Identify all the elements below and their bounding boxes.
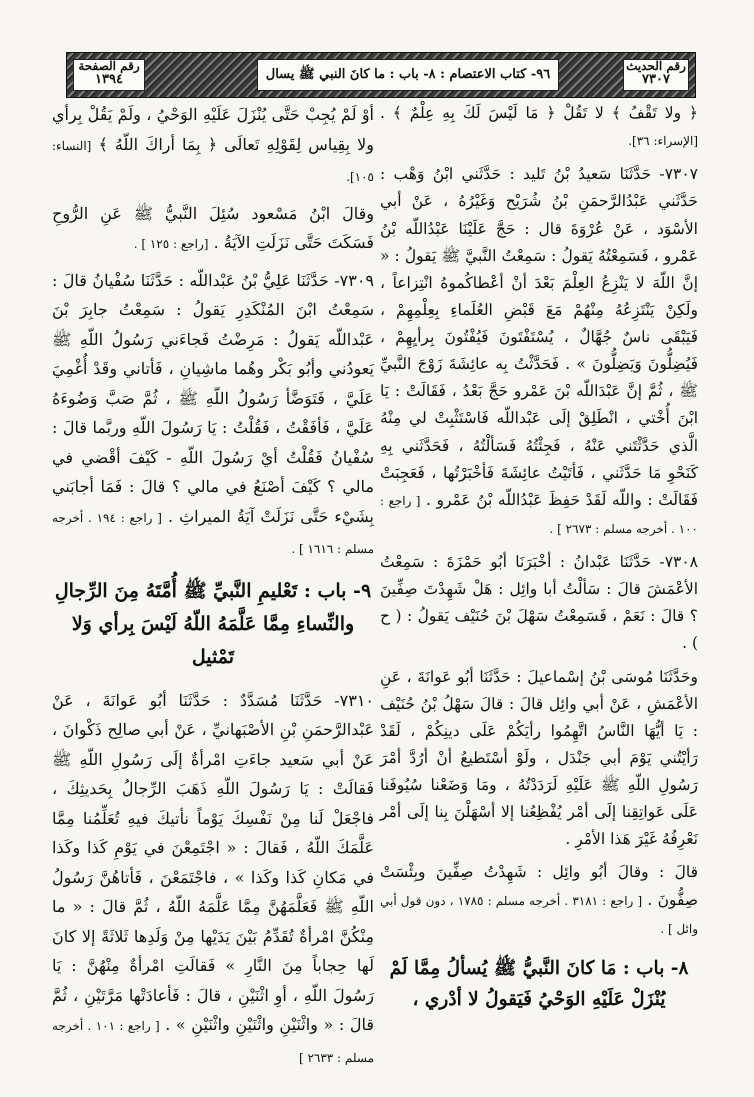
quran-verse: ﴿ ولا تَقْفُ ﴾ لا تَقُلْ ﴿ مَا لَيْسَ لَكَ بِهِ عِلْمٌ ﴾ . [الإسراء: ٣٦]. — [380, 104, 698, 149]
hadith-7307-reference: [ راجع : ١٠٠ . أخرجه مسلم : ٢٦٧٣ ] . — [380, 493, 698, 536]
hadith-7308: ٧٣٠٨- حَدَّثَنَا عَبْدانُ : أخْبَرَنَا أبُو حَمْزَةَ : سَمِعْتُ الأعْمَشَ قالَ : سَألْتُ أبا وائِل : هَلْ شَهِدْتَ صِفِّينَ ؟ قالَ : نَعَمْ ، فَسَمِعْتُ سَهْلَ بْنَ حُنَيْف يَقولُ : ( ح ) . — [380, 553, 698, 653]
chapter-8-continuation: أوْ لَمْ يُجِبْ حَتَّى يُنْزَلَ عَلَيْهِ الوَحْيُ ، ولَمْ يَقُلْ بِرأي ولا بِقِياس لِقَوْلِهِ تَعالَى ﴿ بِمَا أراكَ اللّهُ ﴾ [النساء: ١٠٥]. — [52, 105, 375, 184]
hadith-7307: ٧٣٠٧- حَدَّثَنَا سَعيدُ بْنُ تَليد : حَدَّثَني ابْنُ وَهْب : حَدَّثَني عَبْدُالرَّحمَنِ بْنُ شُرَيْح وَغَيْرُهُ ، عَنْ أبي الأسْوَد ، عَنْ عُرْوَةَ قال : حَجَّ عَلَيْنَا عَبْدُاللّه بْنُ عَمْرو ، فَسَمِعْتُهُ يَقولُ : سَمِعْتُ النَّبيَّ ﷺ يَقولُ : « إنَّ اللّهَ لا يَنْزِعُ العِلْمَ بَعْدَ أنْ أعْطاكُموهُ انْتِزاعاً ، ولَكِنْ يَنْتَزِعُهُ مِنْهُمْ مَعَ قَبْضِ العُلَماءِ بِعِلْمِهِمْ ، فَيَبْقَى ناسٌ جُهَّالٌ ، يُسْتَفْتَونَ فَيُفْتُونَ بِرأيِهِمْ ، فَيُضِلُّونَ وَيَضِلُّونَ » . فَحَدَّثْتُ بِه عائِشَةَ زَوْجَ النَّبيِّ ﷺ ، ثُمَّ إنَّ عَبْدَاللّه بْنَ عَمْرو حَجَّ بَعْدُ ، فَقَالَتْ : يَا ابْنَ أُخْتي ، انْطَلِقْ إلَى عَبْداللّه فَاسْتَثْبِتْ لي مِنْهُ الَّذي حَدَّثْتَني عَنْهُ ، فَجِئْتُهُ فَسَألْتُهُ ، فَحَدَّثَني بِهِ كَنَحْوِ مَا حَدَّثَني ، فَأتَيْتُ عائِشَةَ فَأخْبَرْتُها ، فَعَجِبَتْ فَقَالَتْ : واللّه لَقَدْ حَفِظَ عَبْدُاللّه بْنُ عَمْرو . [ راجع : ١٠٠ . أخرجه مسلم : ٢٦٧٣ ] . — [380, 165, 698, 536]
hadith-7308-abu-wail: قالَ : وقالَ أبُو وائِل : شَهِدْتُ صِفِّينَ وبِئْسَتْ صِفُّونَ . [ راجع : ٣١٨١ . أخرجه مسلم : ١٧٨٥ ، دون قول أبي وائل ] . — [380, 863, 698, 936]
hadith-number: ٧٣٠٧ — [642, 72, 670, 87]
ibn-masud-reference: [راجع : ١٢٥ ] . — [133, 237, 209, 251]
hadith-7309-reference: [ راجع : ١٩٤ . أخرجه مسلم : ١٦١٦ ] . — [52, 510, 374, 556]
hadith-7309: ٧٣٠٩- حَدَّثَنَا عَلِيُّ بْنُ عَبْداللّه : حَدَّثَنَا سُفْيانُ قالَ : سَمِعْتُ ابْنَ المُنْكَدِرِ يَقولُ : سَمِعْتُ جابِرَ بْنَ عَبْداللّه يَقولُ : مَرِضْتُ فَجاءَني رَسُولُ اللّهِ ﷺ يَعودُني وأبُو بَكْر وهُما ماشِيانِ ، فَأتاني وقَدْ أُغْمِيَ عَلَيَّ ، فَتَوَضَّأ رَسُولُ اللّهِ ﷺ ، ثُمَّ صَبَّ وَضُوءَهُ عَلَيَّ ، فَأفَقْتُ ، فَقُلْتُ : يَا رَسُولَ اللّهِ وربَّما قالَ : سُفْيانُ فَقُلْتُ أيْ رَسُولَ اللّهِ - كَيْفَ أقْضي في مالي ؟ كَيْفَ أصْنَعُ في مالي ؟ قالَ : فَمَا أجابَني بِشَيْء حَتَّى نَزَلَتْ آيَةُ الميراثِ . [ راجع : ١٩٤ . أخرجه مسلم : ١٦١٦ ] . — [52, 270, 374, 556]
ibn-masud-report: وقالَ ابْنُ مَسْعود سُئِلَ النَّبيُّ ﷺ عَنِ الرُّوحِ فَسَكَتَ حَتَّى نَزَلَتِ الآيَةُ . [راجع : ١٢٥ ] . — [52, 203, 374, 252]
hadith-7308-second-chain: وحَدَّثَنَا مُوسَى بْنُ إسْماعيلَ : حَدَّثَنَا أبُو عَوانَةَ ، عَنِ الأعْمَشِ ، عَنْ أبي وائِل قالَ : قالَ سَهْلُ بْنُ حُنَيْف : يَا أيُّهَا النَّاسُ اتَّهِمُوا رأيَكُمْ عَلَى دينِكُمْ ، لَقَدْ رَأيْتُني يَوْمَ أبي جَنْدَل ، ولَوْ أسْتَطيعُ أنْ أرُدَّ أمْرَ رَسُولِ اللّهِ ﷺ عَلَيْهِ لَرَدَدْتُهُ ، ومَا وَضَعْنا سُيُوفَنا عَلَى عَواتِقِنا إلَى أمْر يُفْظِعُنا إلا أسْهَلْنَ بِنا إلَى أمْر نَعْرِفُهُ غَيْرَ هَذا الأمْرِ . — [380, 667, 698, 849]
hadith-number-box — [623, 59, 689, 91]
chapter-9-title: ٩- باب : تَعْليمِ النَّبيِّ ﷺ أُمَّتَهُ مِنَ الرِّجالِ والنِّساءِ مِمَّا عَلَّمَهُ اللّهُ لَيْسَ بِرأي وَلا تَمْثيل — [54, 579, 372, 668]
verse-reference: [الإسراء: ٣٦]. — [628, 134, 698, 149]
running-title: ٩٦- كتاب الاعتصام : ٨- باب : ما كانَ النبي ﷺ يسال — [257, 59, 559, 91]
page-number-box — [73, 59, 145, 91]
running-header — [66, 52, 696, 98]
hadith-7310: ٧٣١٠- حَدَّثَنَا مُسَدَّدٌ : حَدَّثَنَا أبُو عَوانَةَ ، عَنْ عَبْدالرَّحمَنِ بْنِ الأصْبَهانيِّ ، عَنْ أبي صالِح ذَكْوانَ ، عَنْ أبي سَعيد جاءَتِ امْرأةٌ إلَى رَسُولِ اللّهِ ﷺ فَقالَتْ : يَا رَسُولَ اللّهِ ذَهَبَ الرِّجالُ بِحَديثِكَ ، فاجْعَلْ لَنا مِنْ نَفْسِكَ يَوْماً نأتيكَ فيهِ تُعَلِّمُنا مِمَّا عَلَّمَكَ اللّهُ ، فَقالَ : « اجْتَمِعْنَ في يَوْمِ كَذا وكَذا في مَكانِ كَذا وكَذا » ، فاجْتَمَعْنَ ، فَأتاهُنَّ رَسُولُ اللّهِ ﷺ فَعَلَّمَهُنَّ مِمَّا عَلَّمَهُ اللّهُ ، ثُمَّ قالَ : « ما مِنْكُنَّ امْرأةٌ تُقَدِّمُ بَيْنَ يَدَيْها مِنْ وَلَدِها ثَلاثَةً إلا كانَ لَها حِجاباً مِنَ النَّارِ » فَقالَتِ امْرأةٌ مِنْهُنَّ : يَا رَسُولَ اللّهِ ، أوِ اثْنَيْنِ ، قالَ : فَأعادَتْها مَرَّتَيْنِ ، ثُمَّ قالَ : « واثْنَيْنِ واثْنَيْنِ واثْنَيْنِ » . [ راجع : ١٠١ . أخرجه مسلم : ٢٦٣٣ ] — [52, 690, 374, 1065]
hadith-number-label: رقم الحديث — [626, 59, 686, 73]
left-column — [52, 100, 374, 1079]
continuation-reference: [النساء: ١٠٥]. — [52, 138, 374, 184]
right-column — [380, 100, 698, 1027]
page-number-label: رقم الصفحة — [78, 59, 140, 73]
hadith-7308-reference: [ راجع : ٣١٨١ . أخرجه مسلم : ١٧٨٥ ، دون قول أبي وائل ] . — [380, 893, 698, 936]
chapter-8-title: ٨- باب : مَا كانَ النَّبيُّ ﷺ يُسألُ مِمَّا لَمْ يُنْزَلْ عَلَيْهِ الوَحْيُ فَيَقولُ لا أدْري ، — [389, 957, 689, 1010]
hadith-7310-reference: [ راجع : ١٠١ . أخرجه مسلم : ٢٦٣٣ ] — [52, 1019, 374, 1065]
page-number: ١٣٩٤ — [95, 72, 123, 87]
